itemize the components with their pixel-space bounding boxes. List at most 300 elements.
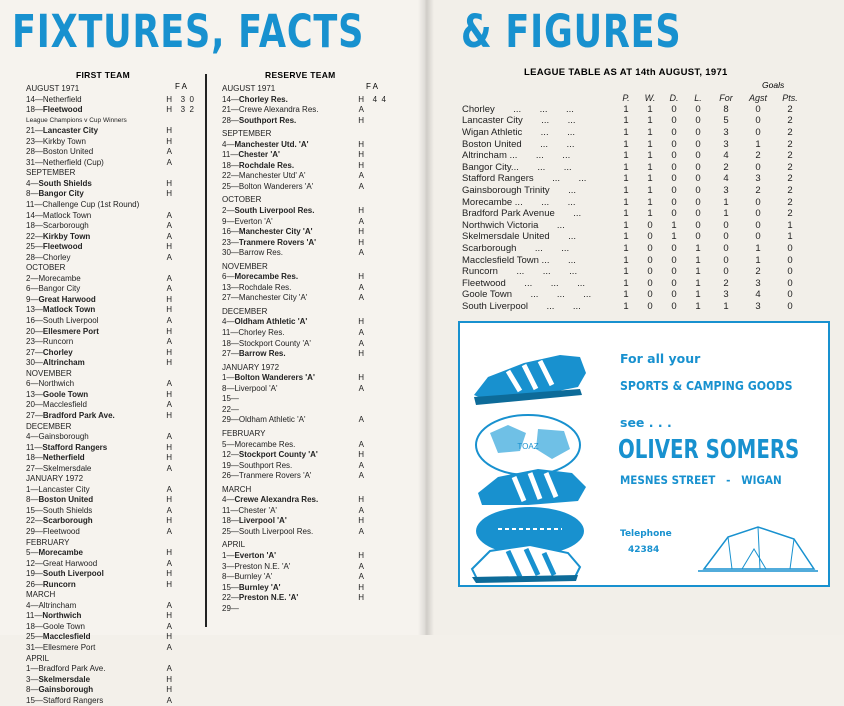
fixture-date: 30 (222, 248, 231, 258)
team-name: Skelmersdale United ... (462, 231, 577, 243)
fixture-opponent: Lancaster City (42, 126, 99, 136)
fixture-venue: A (166, 484, 172, 494)
fixture-score (364, 461, 386, 472)
fixture-score (364, 116, 386, 127)
fixture-venue: H (166, 516, 172, 526)
row-text: MARCH (222, 484, 252, 494)
fixture-opponent: Oldham Athletic 'A' (238, 415, 306, 425)
fixture-opponent: Netherfield (42, 453, 85, 463)
fixture-row (222, 450, 386, 461)
telephone-number: 42384 (628, 545, 660, 555)
date-dash: — (230, 181, 239, 191)
fixture-row (26, 580, 194, 591)
fixture-score (364, 161, 386, 172)
fixture-venue: A (166, 379, 172, 389)
team-name: Northwich Victoria ... (462, 219, 565, 231)
stat-cell: 0 (695, 185, 701, 197)
fixture-opponent: Manchester City 'A' (238, 293, 308, 303)
fixture-row (26, 242, 194, 253)
stat-cell: 2 (787, 115, 793, 127)
stat-cell: 1 (695, 289, 701, 301)
fixture-venue: H (166, 579, 172, 589)
league-row (462, 231, 806, 243)
date-dash: — (226, 216, 235, 226)
fixture-row (26, 622, 194, 633)
fixture-opponent: Morecambe (38, 273, 81, 283)
fixture-opponent: Fleetwood (42, 526, 80, 536)
fixture-row (26, 147, 194, 158)
month-heading (26, 263, 194, 274)
date-dash: — (230, 404, 239, 414)
fixture-opponent: South Liverpool (42, 569, 104, 579)
fixture-venue: A (358, 505, 364, 515)
date-dash: — (34, 305, 43, 315)
fixture-row (222, 527, 386, 538)
stat-cell: 4 (723, 173, 729, 185)
date-dash: — (230, 460, 239, 470)
date-dash: — (34, 526, 43, 536)
stat-cell: 3 (755, 173, 761, 185)
fixture-date: 23 (26, 136, 35, 146)
stat-cell: 1 (623, 208, 629, 220)
fixture-opponent: Bangor City (38, 284, 81, 294)
fixture-score (364, 516, 386, 527)
fixture-venue: H (358, 373, 364, 383)
month-heading (222, 429, 386, 440)
fixture-opponent (239, 394, 354, 405)
date-dash: — (230, 282, 239, 292)
fixture-score (364, 394, 386, 405)
stat-cell: 5 (723, 115, 729, 127)
league-row (462, 173, 806, 185)
fixture-row (26, 95, 194, 106)
reserve-team-fixtures (222, 84, 386, 614)
date-dash: — (34, 569, 43, 579)
fixture-row (222, 506, 386, 517)
row-text: JANUARY 1972 (26, 474, 84, 484)
fixture-venue: A (166, 284, 172, 294)
date-dash: — (34, 442, 43, 452)
fixture-score: 3 0 (180, 94, 194, 104)
fixture-opponent: Stockport County 'A' (238, 338, 311, 348)
fixture-date: 14 (26, 94, 35, 104)
fixture-score (172, 316, 194, 327)
date-dash: — (230, 516, 239, 526)
fixture-opponent: Netherfield (Cup) (42, 157, 104, 167)
date-dash: — (34, 632, 43, 642)
fixture-score (364, 317, 386, 328)
first-team-fixtures (26, 84, 194, 706)
stat-cell: 0 (755, 196, 761, 208)
fixture-opponent: Runcorn (42, 579, 76, 589)
fixture-row (222, 227, 386, 238)
stat-cell: 0 (647, 254, 653, 266)
fixture-row (26, 569, 194, 580)
fixture-opponent: Crewe Alexandra Res. (234, 495, 319, 505)
football-icon (476, 415, 580, 475)
advert-address: MESNES STREET - WIGAN (620, 473, 782, 487)
date-dash: — (34, 400, 43, 410)
fixture-opponent: Great Harwood (42, 558, 98, 568)
fixture-date: 22 (26, 516, 35, 526)
row-text: DECEMBER (26, 421, 72, 431)
fixture-row (26, 158, 194, 169)
fixture-date: 20 (26, 400, 35, 410)
fixture-date: 13 (222, 282, 231, 292)
fixture-opponent: Stafford Rangers (42, 442, 108, 452)
fixture-opponent: Challenge Cup (1st Round) (42, 200, 140, 210)
stat-cell: 3 (755, 300, 761, 312)
date-dash: — (230, 471, 239, 481)
fixture-date: 4 (222, 495, 227, 505)
stat-cell: 1 (723, 300, 729, 312)
stat-cell: 0 (671, 254, 677, 266)
stat-cell: 1 (787, 219, 793, 231)
fixture-score (172, 284, 194, 295)
fixture-row (26, 200, 194, 211)
date-dash: — (30, 284, 39, 294)
fixture-row (26, 295, 194, 306)
fixture-date: 12 (26, 558, 35, 568)
stat-cell: 1 (623, 161, 629, 173)
fixture-score (364, 238, 386, 249)
fixture-row (26, 189, 194, 200)
fixture-venue: H (166, 389, 172, 399)
stat-cell: 1 (647, 150, 653, 162)
team-name: Gainsborough Trinity ... (462, 185, 577, 197)
league-row (462, 150, 806, 162)
fixture-opponent: South Shields (42, 505, 93, 515)
fixture-date: 9 (26, 294, 31, 304)
fixture-venue: A (166, 337, 172, 347)
fixture-score (172, 696, 194, 706)
fixture-row (26, 379, 194, 390)
fixture-venue: A (358, 248, 364, 258)
fixture-row (26, 253, 194, 264)
month-heading (222, 485, 386, 496)
fixture-score (172, 611, 194, 622)
fixture-row (222, 328, 386, 339)
fixture-venue: A (358, 171, 364, 181)
row-text: DECEMBER (222, 306, 268, 316)
stat-cell: 2 (787, 150, 793, 162)
fixture-venue: H (166, 136, 172, 146)
fixture-score (172, 464, 194, 475)
fixture-date: 22 (222, 593, 231, 603)
fixture-note (26, 116, 194, 127)
fixture-venue: H (166, 685, 172, 695)
stat-cell: 0 (787, 266, 793, 278)
fixture-score (364, 293, 386, 304)
fixture-opponent: South Liverpool Res. (238, 526, 314, 536)
advert-line-1: For all your (620, 351, 701, 366)
stat-cell: 0 (671, 300, 677, 312)
stat-cell: 0 (787, 254, 793, 266)
stat-cell: 0 (723, 266, 729, 278)
stat-cell: 1 (623, 219, 629, 231)
fixture-date: 9 (222, 216, 227, 226)
fixture-date: 23 (222, 237, 231, 247)
fixture-venue: A (166, 600, 172, 610)
ball-text: TOAZ (517, 442, 539, 451)
stat-cell: 4 (755, 289, 761, 301)
stat-cell: 2 (755, 185, 761, 197)
stat-cell: 0 (695, 173, 701, 185)
stat-cell: 2 (755, 266, 761, 278)
fixture-opponent: Runcorn (42, 337, 74, 347)
fixture-venue: H (358, 227, 364, 237)
fixture-opponent: Chester 'A' (238, 150, 280, 160)
stat-cell: 0 (647, 277, 653, 289)
fixture-score (172, 200, 194, 211)
fixture-score: 3 2 (180, 105, 194, 115)
fixture-score (172, 242, 194, 253)
date-dash: — (34, 337, 43, 347)
fixture-venue: H (166, 548, 172, 558)
stat-cell: 1 (695, 277, 701, 289)
stat-cell: 3 (723, 289, 729, 301)
fixture-date: 13 (26, 389, 35, 399)
fixture-date: 3 (222, 561, 227, 571)
column-header: Pts. (782, 92, 798, 103)
fixture-row (222, 405, 386, 416)
fixture-score (172, 126, 194, 137)
fixture-opponent: Boston United (42, 147, 94, 157)
stat-cell: 0 (695, 103, 701, 115)
stat-cell: 0 (671, 127, 677, 139)
fixture-row (26, 411, 194, 422)
date-dash: — (34, 105, 43, 115)
fixture-venue: H (358, 272, 364, 282)
advert-box (458, 321, 830, 587)
fixture-row (26, 675, 194, 686)
fixture-opponent: Rochdale Res. (238, 282, 292, 292)
stat-cell: 0 (755, 208, 761, 220)
fixture-row (222, 461, 386, 472)
fixture-date: 19 (26, 569, 35, 579)
fixture-opponent: Barrow Res. (238, 248, 283, 258)
sports-goods-illustration (468, 333, 643, 583)
fixture-row (26, 126, 194, 137)
date-dash: — (34, 389, 43, 399)
fixture-venue: A (358, 216, 364, 226)
fixture-score (172, 432, 194, 443)
fixture-venue: A (166, 642, 172, 652)
fixture-opponent: Stockport County 'A' (238, 450, 318, 460)
fixture-row (222, 116, 386, 127)
date-dash: — (34, 242, 43, 252)
fixture-venue: A (358, 105, 364, 115)
fixture-date: 11 (26, 200, 35, 210)
date-dash: — (34, 210, 43, 220)
fixture-date: 18 (26, 453, 35, 463)
stat-cell: 1 (723, 196, 729, 208)
stat-cell: 0 (787, 289, 793, 301)
fixture-opponent: Ellesmere Port (42, 642, 96, 652)
fixture-row (222, 293, 386, 304)
fixture-date: 22 (222, 171, 231, 181)
fixture-venue: H (166, 495, 172, 505)
fixture-opponent: Chester 'A' (238, 505, 277, 515)
fixture-opponent: Oldham Athletic 'A' (234, 317, 308, 327)
fixture-row (222, 161, 386, 172)
month-heading (26, 474, 194, 485)
stat-cell: 0 (671, 289, 677, 301)
stat-cell: 0 (671, 266, 677, 278)
title-figures: & FIGURES (461, 5, 682, 58)
fixture-opponent: South Liverpool (42, 316, 99, 326)
fixture-row (222, 440, 386, 451)
fixture-date: 15 (26, 505, 35, 515)
fixture-score (364, 339, 386, 350)
fixture-score (364, 551, 386, 562)
league-row (462, 266, 806, 278)
fixture-score (364, 415, 386, 426)
row-text: FEBRUARY (222, 428, 266, 438)
month-heading (222, 540, 386, 551)
fixture-score (172, 221, 194, 232)
date-dash: — (34, 505, 43, 515)
fixture-date: 6 (222, 272, 227, 282)
fixture-date: 27 (26, 347, 35, 357)
fixture-venue: H (358, 237, 364, 247)
team-name: Stafford Rangers ... ... (462, 173, 587, 185)
fixture-row (222, 583, 386, 594)
date-dash: — (230, 415, 239, 425)
fixture-row (26, 643, 194, 654)
fixture-score (364, 248, 386, 259)
fixture-row (26, 632, 194, 643)
fixture-date: 18 (222, 160, 231, 170)
month-heading (26, 590, 194, 601)
stat-cell: 1 (723, 208, 729, 220)
month-heading (222, 195, 386, 206)
fixture-row (222, 150, 386, 161)
date-dash: — (34, 347, 43, 357)
stat-cell: 1 (695, 243, 701, 255)
fixture-venue: H (166, 632, 172, 642)
date-dash: — (230, 328, 239, 338)
telephone-label: Telephone (620, 529, 672, 539)
fixture-venue: H (358, 495, 364, 505)
fixture-date: 31 (26, 642, 35, 652)
fixture-score (172, 337, 194, 348)
fixture-row (26, 611, 194, 622)
stat-cell: 2 (787, 208, 793, 220)
fixture-venue: A (166, 210, 172, 220)
league-row (462, 104, 806, 116)
row-text: MARCH (26, 590, 56, 600)
fixture-opponent: Scarborough (42, 221, 89, 231)
fixture-venue (162, 200, 172, 211)
stat-cell: 2 (787, 127, 793, 139)
fixture-venue: H (358, 160, 364, 170)
fixture-opponent: Scarborough (42, 516, 93, 526)
fixture-opponent: Kirkby Town (42, 231, 91, 241)
first-team-fa-label: F A (175, 82, 188, 91)
stat-cell: 0 (647, 266, 653, 278)
fixture-date: 4 (26, 432, 31, 442)
date-dash: — (230, 227, 239, 237)
fixture-score (172, 685, 194, 696)
stat-cell: 2 (755, 150, 761, 162)
fixture-opponent: Lancaster City (38, 484, 90, 494)
fixture-venue: A (358, 415, 364, 425)
fixture-opponent: Rochdale Res. (238, 160, 295, 170)
fixture-score (364, 140, 386, 151)
fixture-date: 22 (26, 231, 35, 241)
fixture-opponent: Skelmersdale (38, 674, 91, 684)
fixture-venue: A (358, 526, 364, 536)
date-dash: — (230, 394, 239, 404)
fixture-score (364, 349, 386, 360)
stat-cell: 2 (787, 103, 793, 115)
date-dash: — (34, 642, 43, 652)
stat-cell: 2 (723, 161, 729, 173)
date-dash: — (34, 157, 43, 167)
date-dash: — (230, 171, 239, 181)
date-dash: — (226, 139, 235, 149)
month-heading (222, 84, 386, 95)
fixture-score (172, 379, 194, 390)
fixture-opponent: Altrincham (42, 358, 85, 368)
fixture-opponent: Fleetwood (42, 105, 83, 115)
row-text: NOVEMBER (26, 368, 72, 378)
fixture-row (26, 105, 194, 116)
team-name: Chorley ... ... ... (462, 103, 574, 115)
date-dash: — (230, 293, 239, 303)
fixture-opponent: Gainsborough (38, 685, 94, 695)
fixture-date: 30 (26, 358, 35, 368)
stat-cell: 2 (787, 138, 793, 150)
fixture-opponent: South Shields (38, 178, 92, 188)
date-dash: — (34, 358, 43, 368)
fixture-score (172, 253, 194, 264)
date-dash: — (30, 484, 39, 494)
stat-cell: 1 (623, 115, 629, 127)
stat-cell: 1 (623, 300, 629, 312)
fixture-venue: H (358, 349, 364, 359)
stat-cell: 1 (787, 231, 793, 243)
fixture-row (26, 432, 194, 443)
fixture-date: 4 (26, 600, 31, 610)
fixture-row (26, 453, 194, 464)
fixture-opponent: Macclesfield (42, 632, 91, 642)
fixture-opponent: Netherfield (42, 94, 82, 104)
stat-cell: 0 (671, 150, 677, 162)
fixture-date: 27 (26, 410, 35, 420)
fixture-date: 8 (26, 685, 31, 695)
stat-cell: 1 (623, 103, 629, 115)
row-text: FEBRUARY (26, 537, 70, 547)
fixture-row (26, 548, 194, 559)
fixture-row (222, 593, 386, 604)
fixture-row (222, 394, 386, 405)
fixture-row (222, 248, 386, 259)
team-name: Fleetwood ... ... ... (462, 277, 586, 289)
month-heading (26, 422, 194, 433)
league-row (462, 243, 806, 255)
fixture-opponent: Chorley (42, 252, 71, 262)
fixture-opponent (239, 604, 354, 615)
row-text: AUGUST 1971 (26, 84, 80, 93)
fixture-date: 15 (222, 394, 231, 404)
fixture-opponent: Northwich (42, 611, 82, 621)
fixture-score (172, 580, 194, 591)
fixture-opponent: South Liverpool Res. (234, 206, 315, 216)
stat-cell: 0 (787, 243, 793, 255)
fixture-row (222, 471, 386, 482)
